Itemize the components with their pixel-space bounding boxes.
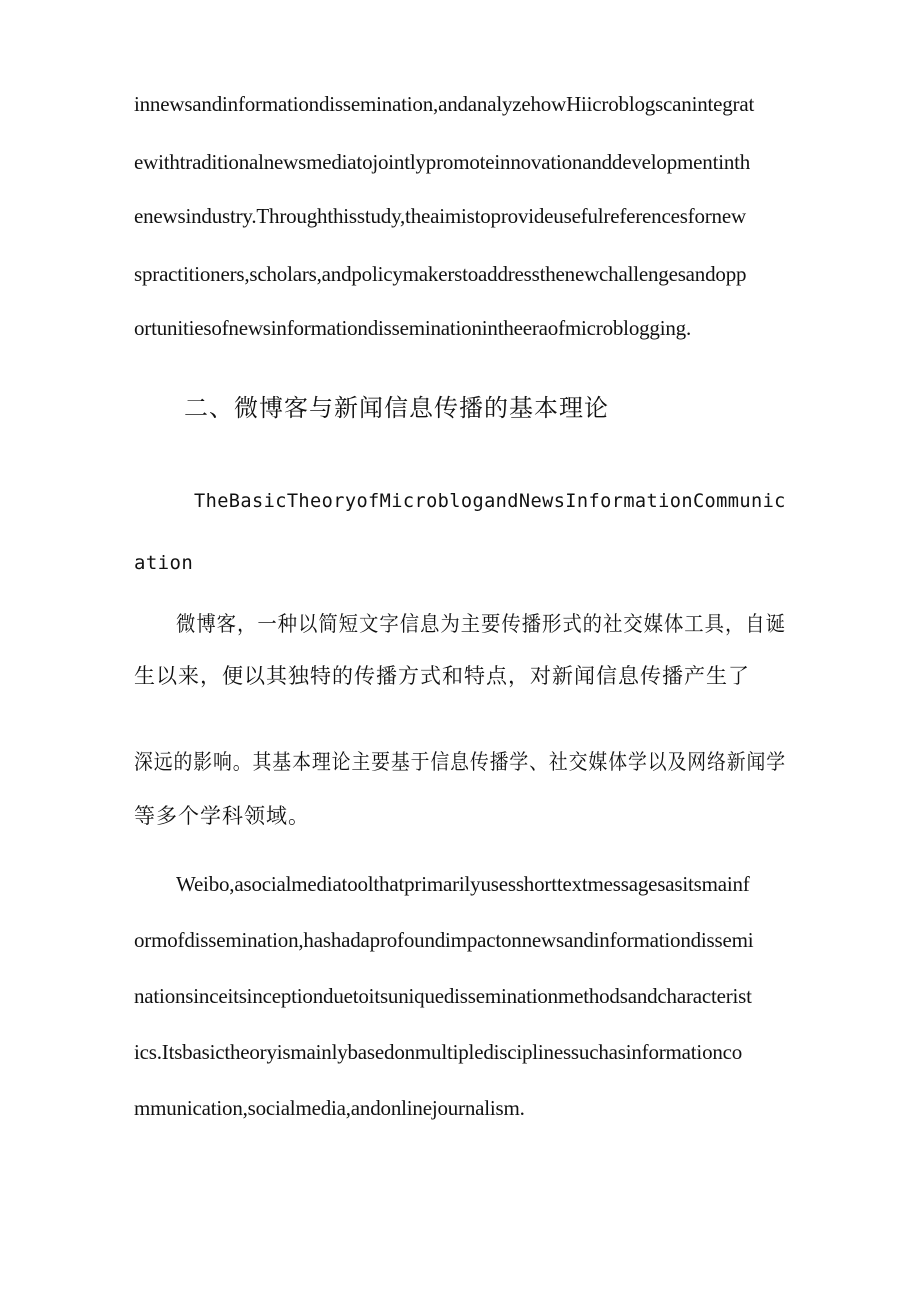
text-line: nationsinceitsinceptionduetoitsuniquedisseminationmethodsandcharacterist	[134, 984, 752, 1008]
text-line: ormofdissemination,hashadaprofoundimpactonnewsandinformationdissemi	[134, 928, 754, 952]
text-line: 等多个学科领域。	[134, 804, 310, 828]
text-line: 深远的影响。其基本理论主要基于信息传播学、社交媒体学以及网络新闻学	[134, 750, 787, 774]
text-line: mmunication,socialmedia,andonlinejournalism.	[134, 1096, 525, 1120]
text-line: ortunitiesofnewsinformationdisseminationintheeraofmicroblogging.	[134, 316, 691, 340]
text-line: 生以来，便以其独特的传播方式和特点，对新闻信息传播产生了	[134, 664, 750, 688]
text-line: ewithtraditionalnewsmediatojointlypromoteinnovationanddevelopmentinth	[134, 150, 751, 174]
text-line: ation	[134, 552, 194, 574]
section-heading: 二、微博客与新闻信息传播的基本理论	[184, 394, 609, 422]
text-line: innewsandinformationdissemination,andanalyzehowHiicroblogscanintegrat	[134, 92, 755, 116]
text-line: ics.Itsbasictheoryismainlybasedonmultipledisciplinessuchasinformationco	[134, 1040, 743, 1064]
text-line: spractitioners,scholars,andpolicymakerstoaddressthenewchallengesandopp	[134, 262, 747, 286]
text-line: 微博客，一种以简短文字信息为主要传播形式的社交媒体工具，自诞	[176, 612, 786, 636]
text-line: enewsindustry.Throughthisstudy,theaimistoprovideusefulreferencesfornew	[134, 204, 746, 228]
text-line: Weibo,asocialmediatoolthatprimarilyusesshorttextmessagesasitsmainf	[176, 872, 750, 896]
text-line: TheBasicTheoryofMicroblogandNewsInformationCommunic	[194, 490, 786, 512]
